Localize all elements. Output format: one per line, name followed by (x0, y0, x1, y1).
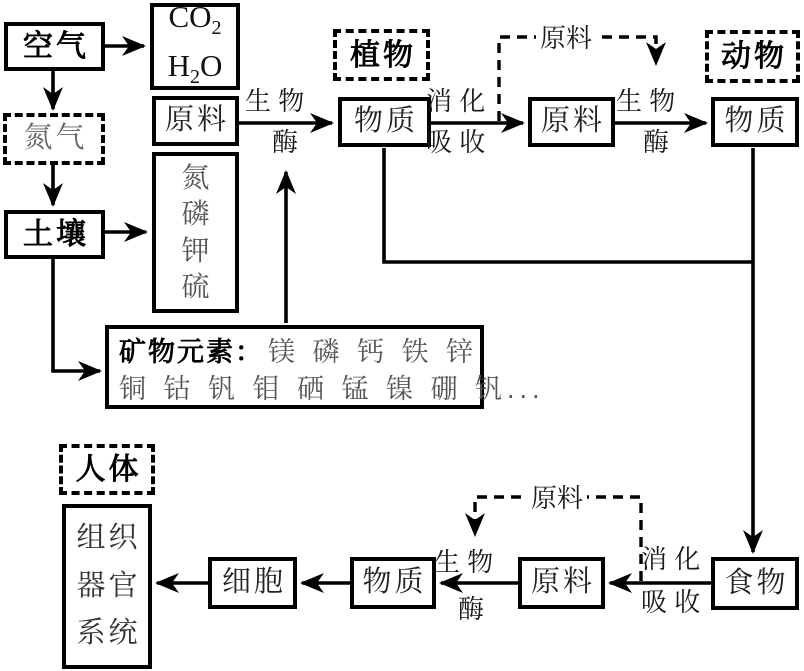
human-body-label-box: 人体 (59, 444, 155, 495)
matter-body-box: 物质 (350, 557, 436, 609)
bio-enzyme-label-bottom-plant: 酶 (272, 127, 299, 157)
bio-enzyme-label-bottom-body: 酶 (458, 594, 485, 624)
mineral-line-1: 矿物元素： 镁 磷 钙 铁 锌 (119, 337, 479, 367)
tissue-organ-system-box: 组织 器官 系统 (62, 504, 152, 669)
animal-label-box: 动物 (705, 30, 800, 83)
npks-box: 氮 磷 钾 硫 (152, 152, 239, 313)
co2-formula: $CO_2$ (168, 0, 222, 39)
cell-box: 细胞 (208, 557, 297, 609)
raw-feedback-label-top: 原料 (536, 23, 596, 53)
plant-label-box: 植物 (333, 29, 430, 81)
digest-label-bottom-body: 吸 收 (641, 587, 701, 617)
food-box: 食物 (711, 557, 799, 610)
bio-enzyme-label-bottom-animal: 酶 (643, 127, 670, 157)
nitrogen-gas-box: 氮气 (3, 113, 105, 165)
raw-material-plant-box: 原料 (152, 96, 239, 146)
digest-label-top-body: 消 化 (641, 544, 701, 574)
raw-material-body-box: 原料 (518, 557, 605, 609)
mineral-line-2: 铜 钴 钒 钼 硒 锰 镍 硼 钒... (119, 374, 545, 404)
h2o-formula: $H_2O$ (167, 47, 223, 88)
co2-h2o-box (150, 0, 240, 90)
bio-enzyme-label-top-body: 生 物 (434, 547, 494, 577)
air-box: 空气 (4, 22, 105, 71)
digest-label-bottom-plant: 吸 收 (426, 127, 486, 157)
matter-plant-box: 物质 (338, 97, 431, 147)
matter-animal-box: 物质 (711, 97, 799, 147)
raw-feedback-label-bottom: 原料 (527, 483, 587, 513)
line-matter-plant-to-food-line (384, 148, 753, 262)
bio-enzyme-label-top-animal: 生 物 (616, 86, 676, 116)
digest-label-top-plant: 消 化 (426, 86, 486, 116)
mineral-elements-box (105, 325, 545, 409)
bio-enzyme-label-top-plant: 生 物 (245, 86, 305, 116)
soil-box: 土壤 (4, 210, 105, 259)
arrow-soil-to-minerals (53, 259, 100, 371)
raw-material-animal-box: 原料 (528, 97, 615, 147)
